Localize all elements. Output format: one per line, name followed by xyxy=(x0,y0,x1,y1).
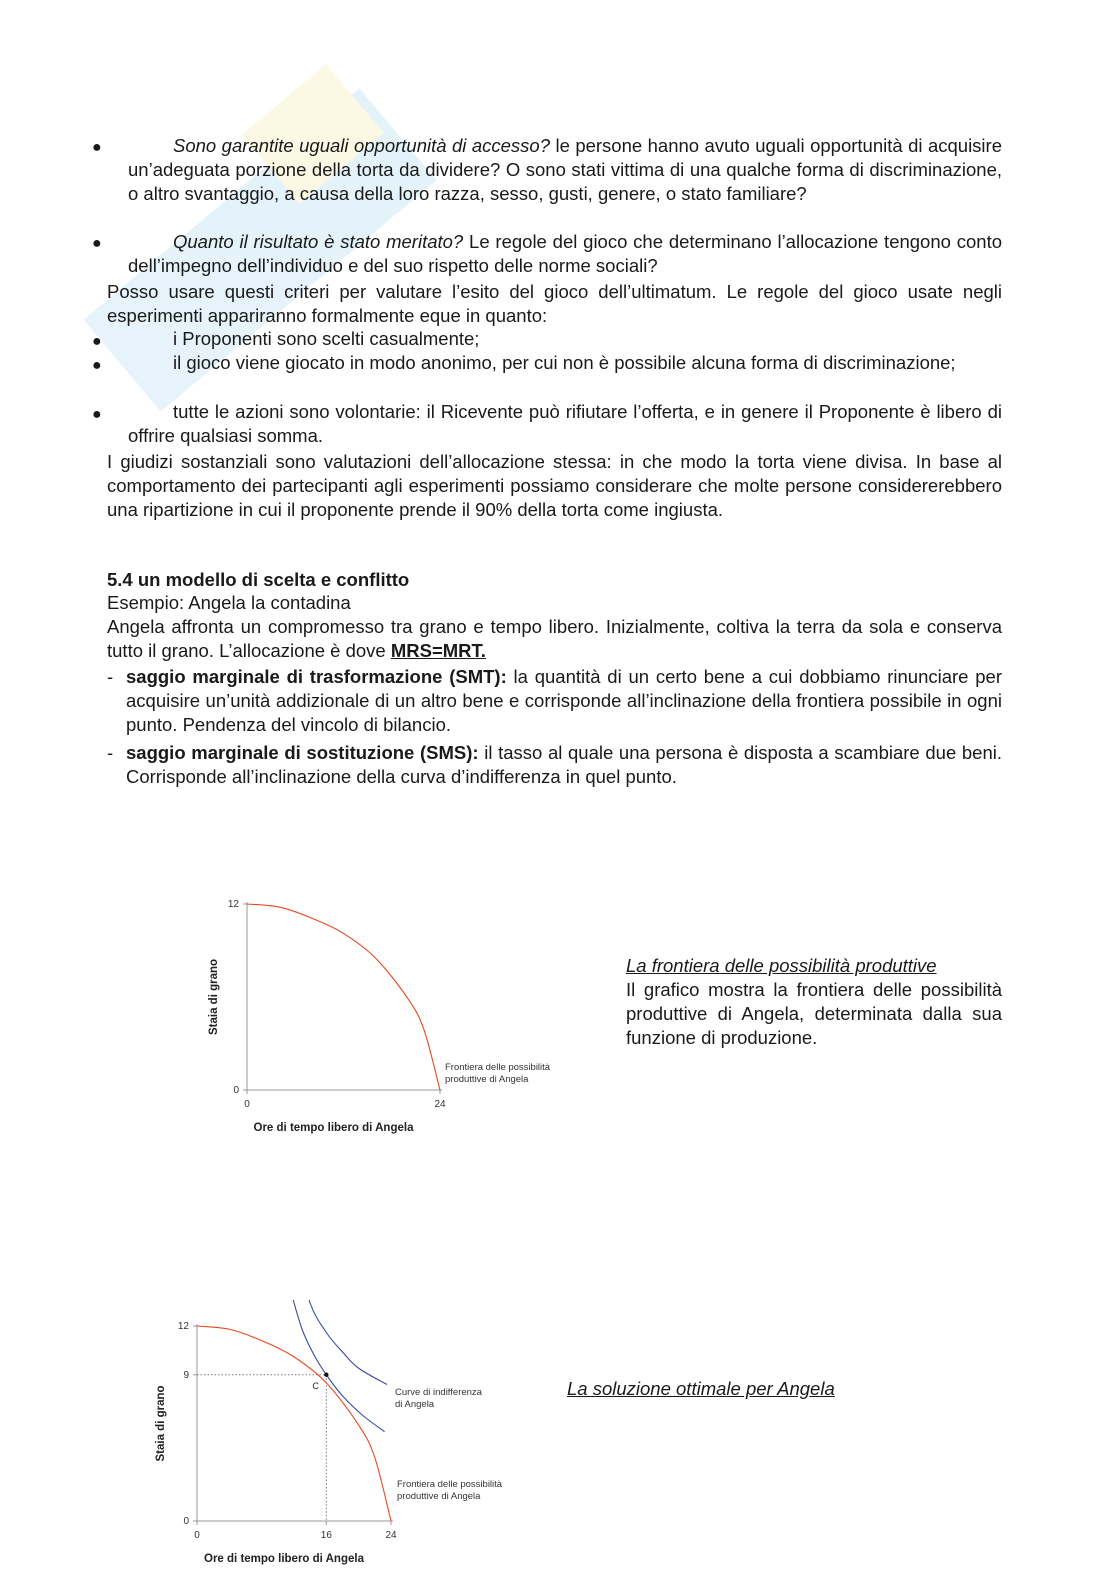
series-label: produttive di Angela xyxy=(445,1074,529,1085)
series-label: Frontiera delle possibilità xyxy=(445,1062,551,1073)
section-heading: 5.4 un modello di scelta e conflitto xyxy=(107,569,410,590)
bullet-question: Quanto il risultato è stato meritato? xyxy=(173,231,464,252)
bullet-text: Le regole del gioco che determinano l’allocazione tengono conto dell’impegno dell’individuo e del suo rispetto delle norme sociali? xyxy=(128,231,1002,276)
y-tick-label: 12 xyxy=(227,899,239,910)
series-line-2 xyxy=(197,1326,391,1521)
series-label: Curve di indifferenza xyxy=(395,1387,482,1398)
series-line-0 xyxy=(298,1300,387,1385)
bullet-merit xyxy=(128,230,1002,278)
bullet-anonymous xyxy=(128,351,1002,375)
x-tick-label: 24 xyxy=(385,1530,397,1541)
bullet-dot: ● xyxy=(92,357,102,374)
x-axis-label: Ore di tempo libero di Angela xyxy=(253,1122,414,1134)
production-frontier-chart xyxy=(195,890,585,1150)
paragraph-judgments: I giudizi sostanziali sono valutazioni dell’allocazione stessa: in che modo la torta viene divisa. In base al comportamento dei partecipanti agli esperimenti possiamo considerare che molte persone considererebbero una ripartizione in cui il proponente prende il 90% della torta come ingiusta. xyxy=(107,451,1002,520)
intro-emphasis: MRS=MRT. xyxy=(390,640,486,661)
series-line-1 xyxy=(290,1300,385,1432)
bullet-dot: ● xyxy=(92,139,102,156)
bullet-text: tutte le azioni sono volontarie: il Ricevente può rifiutare l’offerta, e in genere il Proponente è libero di offrire qualsiasi somma. xyxy=(128,401,1002,446)
y-tick-label: 0 xyxy=(183,1516,189,1527)
figure1-caption-text: Il grafico mostra la frontiera delle possibilità produttive di Angela, determinata dalla sua funzione di produzione. xyxy=(626,979,1002,1048)
optimal-solution-chart xyxy=(150,1300,550,1575)
bullet-text: le persone hanno avuto uguali opportunità di acquisire un’adeguata porzione della torta da dividere? O sono stati vittima di una qualche forma di discriminazione, o altro svantaggio, a causa della loro razza, sesso, gusti, genere, o stato familiare? xyxy=(128,135,1002,204)
series-label: produttive di Angela xyxy=(397,1491,481,1502)
bullet-text: il gioco viene giocato in modo anonimo, per cui non è possibile alcuna forma di discriminazione; xyxy=(173,352,956,373)
figure1-caption-title-text: La frontiera delle possibilità produttive xyxy=(626,955,937,976)
bullet-voluntary xyxy=(128,400,1002,448)
x-tick-label: 16 xyxy=(320,1530,332,1541)
bullet-text: i Proponenti sono scelti casualmente; xyxy=(173,328,480,349)
bullet-dot: ● xyxy=(92,333,102,350)
figure1-caption-title xyxy=(626,954,937,978)
bullet-dot: ● xyxy=(92,235,102,252)
y-axis-label: Staia di grano xyxy=(155,1385,167,1462)
example-title: Esempio: Angela la contadina xyxy=(107,592,351,613)
definition-text: il tasso al quale una persona è disposta a scambiare due beni. Corrisponde all’inclinazione della curva d’indifferenza in quel punto. xyxy=(126,742,1002,787)
definition-term: saggio marginale di trasformazione (SMT): xyxy=(126,666,507,687)
definition-sms xyxy=(126,741,1002,789)
intro-text: Angela affronta un compromesso tra grano e tempo libero. Inizialmente, coltiva la terra da sola e conserva tutto il grano. L’allocazione è dove xyxy=(107,616,1002,661)
definition-text: la quantità di un certo bene a cui dobbiamo rinunciare per acquisire un’unità addizionale di un altro bene e corrisponde all’inclinazione della frontiera possibile in ogni punto. Pendenza del vincolo di bilancio. xyxy=(126,666,1002,735)
x-axis-label: Ore di tempo libero di Angela xyxy=(204,1553,364,1565)
series-line-0 xyxy=(247,904,440,1090)
figure2-caption-title-text: La soluzione ottimale per Angela xyxy=(567,1378,835,1399)
x-tick-label: 0 xyxy=(244,1099,250,1110)
bullet-access-opportunity xyxy=(128,134,1002,206)
y-tick-label: 0 xyxy=(233,1085,239,1096)
x-tick-label: 0 xyxy=(194,1530,200,1541)
dash-marker: - xyxy=(107,666,114,687)
x-tick-label: 24 xyxy=(434,1099,446,1110)
definition-smt xyxy=(126,665,1002,737)
bullet-dot: ● xyxy=(92,406,102,423)
y-axis-label: Staia di grano xyxy=(208,958,220,1036)
y-tick-label: 12 xyxy=(177,1321,189,1332)
point-c xyxy=(324,1373,328,1377)
series-label: Frontiera delle possibilità xyxy=(397,1479,503,1490)
figure2-caption-title xyxy=(567,1377,835,1401)
series-label: di Angela xyxy=(395,1399,435,1410)
definition-term: saggio marginale di sostituzione (SMS): xyxy=(126,742,479,763)
dash-marker: - xyxy=(107,742,114,763)
y-tick-label: 9 xyxy=(183,1369,189,1381)
bullet-random-proposers xyxy=(128,327,1002,351)
paragraph-criteria: Posso usare questi criteri per valutare l’esito del gioco dell’ultimatum. Le regole del gioco usate negli esperimenti appariranno formalmente eque in quanto: xyxy=(107,281,1002,326)
paragraph-intro xyxy=(107,615,1002,663)
point-label: C xyxy=(312,1380,319,1391)
bullet-question: Sono garantite uguali opportunità di accesso? xyxy=(173,135,550,156)
